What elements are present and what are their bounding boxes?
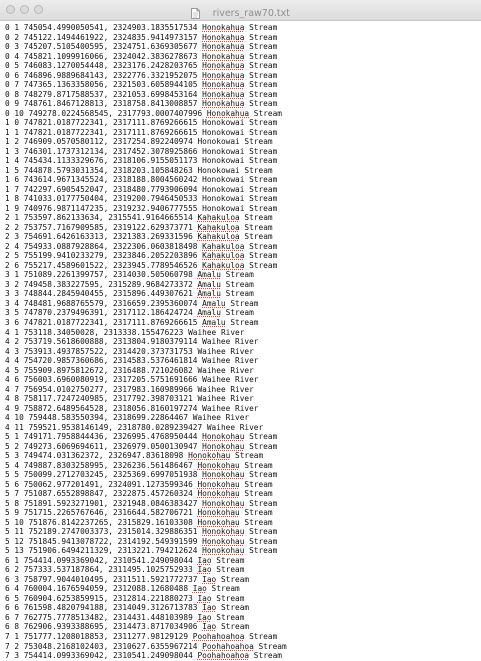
text-line[interactable] [5, 575, 477, 585]
line-coordinates: 3 4 748481.9688765579, 2316659.2395360074 [5, 298, 203, 308]
text-line[interactable] [5, 289, 477, 299]
line-feature-name: Iao [197, 555, 212, 565]
line-feature-name: Kahakuloa [202, 251, 245, 261]
line-coordinates: 5 7 751087.6552898847, 2322875.457260324 [5, 489, 198, 499]
text-line[interactable] [5, 71, 477, 81]
line-feature-name: Honokowai [197, 165, 240, 175]
title-group [0, 3, 481, 17]
line-feature-type: Stream [244, 61, 278, 71]
line-feature-name: Waihee [192, 413, 221, 423]
line-feature-name: Honokahua [202, 42, 245, 52]
line-feature-name: Waihee [202, 403, 231, 413]
text-line[interactable] [5, 270, 477, 280]
text-line[interactable] [5, 565, 477, 575]
text-line[interactable] [5, 137, 477, 147]
line-feature-type: Stream [216, 603, 250, 613]
line-feature-type: Stream [244, 241, 278, 251]
line-feature-name: Honokahua [202, 80, 245, 90]
line-coordinates: 4 2 753719.5618600888, 2313804.9180379114 [5, 337, 203, 347]
line-feature-name: Honokahua [202, 32, 245, 42]
text-line[interactable] [5, 156, 477, 166]
text-line[interactable] [5, 461, 477, 471]
text-line[interactable] [5, 328, 477, 338]
line-coordinates: 5 13 751906.6494211329, 2313221.794212624 [5, 546, 203, 556]
line-feature-name: Honokahua [202, 99, 245, 109]
text-line[interactable] [5, 347, 477, 357]
line-feature-type: Stream [220, 289, 254, 299]
line-feature-name: Waihee [197, 384, 226, 394]
line-coordinates: 2 6 755217.4589601522, 2323945.7789546526 [5, 260, 203, 270]
text-line[interactable] [5, 280, 477, 290]
text-line[interactable] [5, 594, 477, 604]
text-line[interactable] [5, 385, 477, 395]
line-feature-name: Iao [202, 574, 217, 584]
line-feature-type: Stream [244, 118, 278, 128]
line-feature-type: Stream [244, 42, 278, 52]
line-feature-type: River [225, 365, 254, 375]
text-line[interactable] [5, 470, 477, 480]
text-document-icon[interactable] [191, 4, 200, 23]
line-feature-type: Stream [244, 203, 278, 213]
text-line[interactable] [5, 442, 477, 452]
text-line[interactable] [5, 166, 477, 176]
line-feature-type: Stream [206, 584, 240, 594]
line-feature-type: Stream [244, 23, 278, 32]
line-coordinates: 7 3 754414.0993369042, 2310541.249098044 [5, 651, 198, 661]
line-feature-name: Waihee [197, 365, 226, 375]
line-feature-type: Stream [244, 536, 278, 546]
line-coordinates: 6 4 760004.1676594059, 2312088.12680488 [5, 584, 193, 594]
text-line[interactable] [5, 213, 477, 223]
line-coordinates: 6 3 758797.9044010495, 2311511.5921772737 [5, 574, 203, 584]
line-feature-type: Stream [239, 508, 273, 518]
line-feature-name: Honokahua [206, 108, 250, 118]
line-feature-type: Stream [220, 270, 254, 280]
text-line[interactable] [5, 147, 477, 157]
text-line[interactable] [5, 61, 477, 71]
text-line[interactable] [5, 584, 477, 594]
line-feature-name: Honokohau [197, 479, 240, 489]
line-feature-type: Stream [239, 232, 273, 242]
line-coordinates: 4 3 753913.4937857522, 2314420.373731753 [5, 346, 198, 356]
line-feature-name: Waihee [206, 422, 236, 432]
text-line[interactable] [5, 508, 477, 518]
line-coordinates: 6 1 754414.0993369042, 2310541.249098044 [5, 555, 198, 565]
text-line[interactable] [5, 356, 477, 366]
line-feature-type: Stream [253, 641, 287, 651]
text-line[interactable] [5, 489, 477, 499]
line-feature-name: Honokohau [202, 498, 245, 508]
text-line[interactable] [5, 480, 477, 490]
line-feature-name: Honokowai [202, 156, 245, 166]
line-coordinates: 5 5 750099.2712703245, 2325369.6997051938 [5, 470, 203, 480]
line-feature-name: Amalu [197, 308, 221, 318]
line-coordinates: 5 11 752189.2747003373, 2315014.329886351 [5, 527, 203, 537]
line-coordinates: 3 2 749458.383227595, 2315289.9684273372 [5, 279, 198, 289]
line-feature-name: Kahakuloa [197, 213, 240, 223]
line-feature-name: Amalu [202, 317, 226, 327]
line-feature-type: Stream [225, 317, 259, 327]
line-feature-type: Stream [239, 165, 273, 175]
line-feature-name: Honokohau [197, 489, 240, 499]
line-feature-type: Stream [216, 622, 250, 632]
line-feature-type: Stream [239, 489, 273, 499]
line-feature-type: Stream [244, 194, 278, 204]
line-feature-type: Stream [239, 460, 273, 470]
text-line[interactable] [5, 404, 477, 414]
line-feature-name: Iao [197, 593, 212, 603]
line-coordinates: 4 10 759448.583550394, 2318699.22864467 [5, 413, 193, 423]
line-coordinates: 0 1 745054.4990050541, 2324903.1835517534 [5, 23, 203, 32]
line-coordinates: 4 6 756003.6960080919, 2317205.5751691666 [5, 375, 203, 385]
line-coordinates: 6 2 757333.537187864, 2311495.1025752933 [5, 565, 198, 575]
line-feature-name: Honokowai [202, 127, 245, 137]
text-line[interactable] [5, 23, 477, 33]
text-line[interactable] [5, 394, 477, 404]
text-line[interactable] [5, 337, 477, 347]
line-feature-name: Honokowai [202, 184, 245, 194]
line-feature-type: River [225, 346, 254, 356]
line-coordinates: 5 3 749474.031362372, 2326947.83618098 [5, 451, 189, 461]
text-line[interactable] [5, 603, 477, 613]
line-coordinates: 2 2 753757.7167909585, 2319122.629373771 [5, 222, 198, 232]
line-coordinates: 4 8 758117.7247240985, 2317792.398703121 [5, 394, 198, 404]
line-feature-name: Honokohau [197, 508, 240, 518]
line-feature-name: Honokowai [197, 137, 240, 147]
line-coordinates: 1 7 742297.6905452047, 2318480.7793906094 [5, 184, 203, 194]
line-feature-name: Poohahoahoa [202, 641, 254, 651]
line-coordinates: 1 8 741033.0177750404, 2319200.7946450533 [5, 194, 203, 204]
line-feature-name: Waihee [202, 337, 231, 347]
line-coordinates: 3 1 751089.2261399757, 2314030.505060798 [5, 270, 198, 280]
line-feature-name: Waihee [202, 375, 231, 385]
line-feature-name: Amalu [202, 298, 226, 308]
line-feature-type: Stream [249, 651, 282, 661]
line-feature-name: Waihee [197, 346, 226, 356]
text-line[interactable] [5, 185, 477, 195]
line-coordinates: 1 0 747821.0187722341, 2317111.8769266615 [5, 118, 203, 128]
line-coordinates: 4 11 759521.9538146149, 2318780.0289239427 [5, 422, 207, 432]
line-feature-type: Stream [244, 251, 278, 261]
line-coordinates: 2 4 754933.0887928864, 2322306.0603818498 [5, 241, 203, 251]
line-feature-type: Stream [244, 70, 278, 80]
text-line[interactable] [5, 622, 477, 632]
text-line[interactable] [5, 42, 477, 52]
text-line[interactable] [5, 366, 477, 376]
line-feature-type: Stream [211, 555, 245, 565]
line-feature-name: Kahakuloa [202, 241, 245, 251]
line-feature-name: Kahakuloa [202, 260, 245, 270]
line-feature-type: Stream [230, 451, 264, 461]
text-line[interactable] [5, 194, 477, 204]
line-coordinates: 3 6 747821.0187722341, 2317111.8769266615 [5, 317, 203, 327]
line-feature-type: Stream [244, 99, 278, 109]
line-feature-name: Honokohau [197, 460, 240, 470]
line-feature-name: Honokowai [202, 203, 245, 213]
window-title: rivers_raw70.txt [212, 8, 290, 19]
text-line[interactable] [5, 308, 477, 318]
line-coordinates: 0 8 748279.8717588537, 2321053.6998453164 [5, 89, 203, 99]
text-line[interactable] [5, 546, 477, 556]
line-feature-type: Stream [239, 479, 273, 489]
line-coordinates: 2 3 754691.6426163313, 2321383.269331596 [5, 232, 198, 242]
text-line[interactable] [5, 251, 477, 261]
text-line[interactable] [5, 128, 477, 138]
text-line[interactable] [5, 432, 477, 442]
line-coordinates: 4 1 753118.34050028, 2313338.155476223 [5, 327, 189, 337]
text-line[interactable] [5, 451, 477, 461]
line-feature-type: Stream [244, 51, 278, 61]
line-feature-type: Stream [244, 632, 278, 641]
line-feature-type: Stream [216, 574, 250, 584]
text-line[interactable] [5, 223, 477, 233]
line-coordinates: 6 5 760904.6253859915, 2312814.221880273 [5, 593, 198, 603]
line-feature-name: Amalu [197, 279, 221, 289]
line-coordinates: 6 6 761598.4820794188, 2314049.3126713783 [5, 603, 203, 613]
line-feature-type: Stream [244, 527, 278, 537]
line-coordinates: 0 6 746896.9889684143, 2322776.3321952075 [5, 70, 203, 80]
line-feature-name: Honokohau [202, 536, 245, 546]
line-feature-type: River [216, 327, 245, 337]
line-feature-type: River [230, 403, 259, 413]
line-feature-type: Stream [244, 441, 278, 451]
line-feature-name: Honokahua [202, 70, 245, 80]
line-feature-name: Honokowai [202, 118, 245, 128]
text-line[interactable] [5, 80, 477, 90]
line-feature-name: Honokowai [202, 194, 245, 204]
text-line[interactable] [5, 242, 477, 252]
line-coordinates: 0 9 748761.8467128813, 2318758.8413008857 [5, 99, 203, 109]
line-feature-name: Iao [197, 565, 212, 575]
line-coordinates: 4 5 755909.8975812672, 2316488.721026082 [5, 365, 198, 375]
line-feature-type: Stream [244, 89, 278, 99]
text-line[interactable] [5, 632, 477, 642]
line-feature-name: Waihee [197, 394, 226, 404]
line-coordinates: 5 12 751845.9413078722, 2314192.549391599 [5, 536, 203, 546]
line-coordinates: 5 4 749887.8303258995, 2326236.561486467 [5, 460, 198, 470]
line-coordinates: 1 3 746301.1737312134, 2317452.3078925866 [5, 146, 203, 156]
line-feature-name: Honokowai [202, 175, 245, 185]
line-feature-name: Honokohau [197, 517, 240, 527]
line-feature-name: Honokohau [202, 470, 245, 480]
line-feature-type: Stream [211, 612, 245, 622]
text-line[interactable] [5, 175, 477, 185]
line-feature-type: Stream [225, 298, 259, 308]
text-content-area[interactable] [5, 23, 477, 661]
line-coordinates: 5 9 751715.2265767646, 2316644.582706721 [5, 508, 198, 518]
line-feature-type: Stream [244, 432, 278, 442]
line-coordinates: 1 9 740976.9871147235, 2319232.9406777555 [5, 203, 203, 213]
text-line[interactable] [5, 413, 477, 423]
line-feature-type: Stream [244, 146, 278, 156]
text-line[interactable] [5, 99, 477, 109]
line-feature-type: River [230, 375, 259, 385]
line-coordinates: 0 4 745821.1099916066, 2324042.3836278673 [5, 51, 203, 61]
line-coordinates: 5 6 750062.977201491, 2324091.1273599346 [5, 479, 198, 489]
text-line[interactable] [5, 232, 477, 242]
text-line[interactable] [5, 90, 477, 100]
text-line[interactable] [5, 52, 477, 62]
line-coordinates: 4 4 754720.9857360686, 2314583.5376461814 [5, 356, 203, 366]
line-feature-name: Iao [202, 622, 217, 632]
line-feature-type: Stream [244, 470, 278, 480]
line-feature-type: Stream [239, 213, 273, 223]
line-feature-type: Stream [244, 127, 278, 137]
text-line[interactable] [5, 537, 477, 547]
text-line[interactable] [5, 261, 477, 271]
line-feature-type: Stream [211, 565, 245, 575]
text-line[interactable] [5, 527, 477, 537]
line-feature-name: Iao [192, 584, 207, 594]
line-feature-type: Stream [239, 137, 273, 147]
line-coordinates: 6 7 762775.7778513482, 2314431.448103989 [5, 612, 198, 622]
line-coordinates: 3 5 747870.2379496391, 2317112.186424724 [5, 308, 198, 318]
line-coordinates: 1 6 743614.9671345524, 2318188.8004560242 [5, 175, 203, 185]
line-feature-type: River [225, 394, 254, 404]
line-feature-type: Stream [244, 80, 278, 90]
line-coordinates: 5 2 749273.6069694611, 2326979.0500130947 [5, 441, 203, 451]
line-coordinates: 0 2 745122.1494461922, 2324835.9414973157 [5, 32, 203, 42]
line-feature-name: Amalu [197, 289, 221, 299]
line-feature-type: Stream [244, 32, 278, 42]
line-coordinates: 0 3 745207.5105400595, 2324751.6369305677 [5, 42, 203, 52]
line-feature-type: Stream [244, 175, 278, 185]
line-feature-name: Honokowai [202, 146, 245, 156]
line-coordinates: 1 2 746909.0570580112, 2317254.892240974 [5, 137, 198, 147]
text-line[interactable] [5, 499, 477, 509]
line-feature-type: River [220, 413, 250, 423]
text-line[interactable] [5, 423, 477, 433]
text-line[interactable] [5, 613, 477, 623]
line-coordinates: 5 1 749171.7958844436, 2326995.4768950444 [5, 432, 203, 442]
line-feature-type: River [225, 384, 254, 394]
line-feature-name: Iao [197, 612, 212, 622]
line-coordinates: 7 1 751777.1208018853, 2311277.98129129 [5, 632, 193, 641]
text-line[interactable] [5, 109, 477, 119]
line-feature-type: Stream [220, 279, 254, 289]
line-coordinates: 5 8 751891.5923271901, 2321948.0846383427 [5, 498, 203, 508]
line-feature-name: Honokahua [202, 51, 245, 61]
text-line[interactable] [5, 299, 477, 309]
line-feature-type: Stream [249, 108, 282, 118]
line-feature-name: Honokohau [202, 546, 245, 556]
line-coordinates: 0 7 747365.1363358056, 2321503.6058944105 [5, 80, 203, 90]
line-coordinates: 2 5 755199.9410233279, 2323846.2052203896 [5, 251, 203, 261]
line-feature-type: River [235, 422, 264, 432]
title-bar[interactable] [0, 0, 481, 21]
line-feature-type: Stream [244, 260, 278, 270]
line-feature-type: Stream [244, 184, 278, 194]
line-feature-name: Kahakuloa [197, 232, 240, 242]
line-feature-type: River [230, 337, 259, 347]
line-feature-type: Stream [244, 156, 278, 166]
line-coordinates: 6 8 762906.9393388695, 2314473.8717034906 [5, 622, 203, 632]
line-coordinates: 1 1 747821.0187722341, 2317111.8769266615 [5, 127, 203, 137]
line-feature-type: Stream [239, 517, 273, 527]
text-line[interactable] [5, 375, 477, 385]
line-feature-name: Kahakuloa [197, 222, 240, 232]
line-feature-name: Iao [202, 603, 217, 613]
line-feature-type: Stream [211, 593, 245, 603]
line-feature-name: Honokohau [202, 527, 245, 537]
line-feature-name: Amalu [197, 270, 221, 280]
line-feature-name: Honokohau [188, 451, 231, 461]
line-feature-name: Honokohau [202, 432, 245, 442]
line-feature-type: Stream [220, 308, 254, 318]
text-line[interactable] [5, 204, 477, 214]
text-line[interactable] [5, 556, 477, 566]
line-feature-name: Honokohau [202, 441, 245, 451]
text-line[interactable] [5, 642, 477, 652]
line-feature-type: Stream [244, 546, 278, 556]
line-coordinates: 0 5 746083.1270054448, 2323176.2428203765 [5, 61, 203, 71]
line-coordinates: 5 10 751876.8142237265, 2315829.16103308 [5, 517, 198, 527]
line-coordinates: 1 5 744878.5793031354, 2318203.105848263 [5, 165, 198, 175]
line-feature-name: Honokahua [202, 23, 245, 32]
line-feature-type: Stream [244, 498, 278, 508]
line-feature-name: Honokahua [202, 61, 245, 71]
text-line[interactable] [5, 118, 477, 128]
text-line[interactable] [5, 518, 477, 528]
line-feature-type: Stream [239, 222, 273, 232]
line-feature-name: Honokahua [202, 89, 245, 99]
text-line[interactable] [5, 318, 477, 328]
line-feature-name: Waihee [202, 356, 231, 366]
line-coordinates: 4 7 756954.0102750277, 2317983.160989966 [5, 384, 198, 394]
line-coordinates: 7 2 753048.2168102403, 2310627.6355967214 [5, 641, 203, 651]
line-coordinates: 3 3 748844.2845940455, 2315896.449307621 [5, 289, 198, 299]
line-feature-name: Poohahoahoa [197, 651, 250, 661]
text-line[interactable] [5, 33, 477, 43]
line-feature-type: River [230, 356, 259, 366]
text-line[interactable] [5, 651, 477, 661]
line-coordinates: 2 1 753597.862133634, 2315541.9164665514 [5, 213, 198, 223]
line-coordinates: 0 10 749278.0224568545, 2317793.0007407996 [5, 108, 207, 118]
line-coordinates: 4 9 758872.6489564528, 2318056.8160197274 [5, 403, 203, 413]
line-feature-name: Poohahoahoa [192, 632, 245, 641]
line-coordinates: 1 4 745434.1133329676, 2318106.9155051173 [5, 156, 203, 166]
line-feature-name: Waihee [188, 327, 217, 337]
